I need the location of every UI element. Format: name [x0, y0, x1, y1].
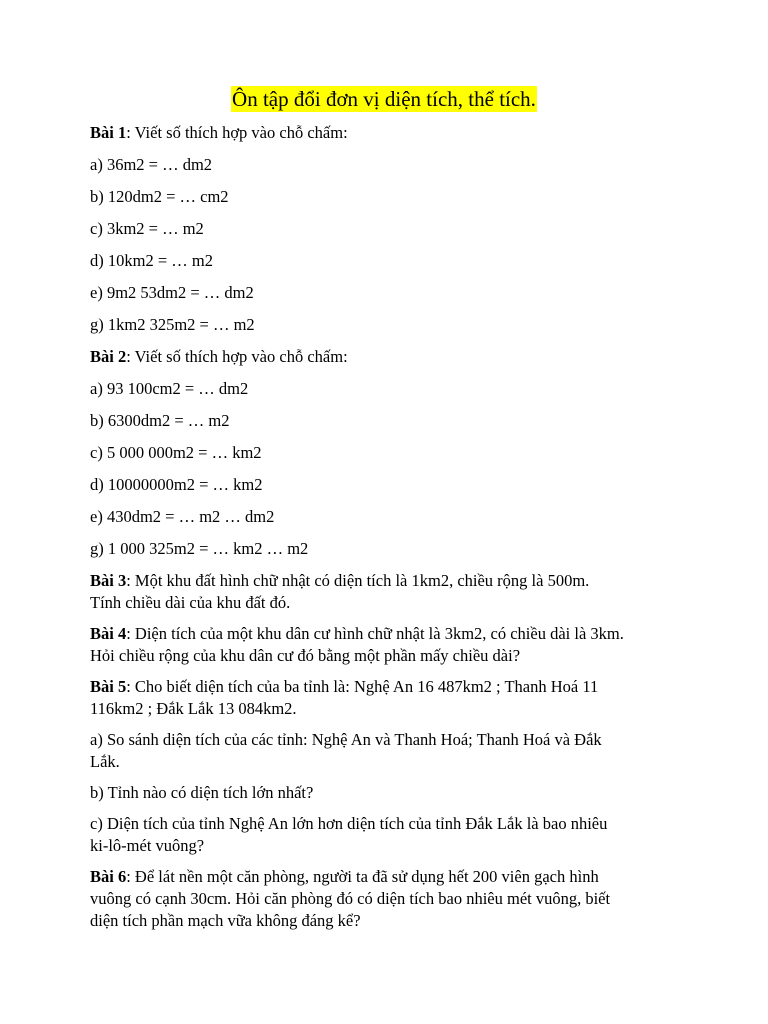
exercise-6-label: Bài 6 [90, 867, 127, 886]
exercise-2-item: a) 93 100cm2 = … dm2 [90, 379, 249, 398]
exercise-3-paragraph [90, 570, 690, 592]
exercise-4-paragraph [90, 623, 690, 645]
exercise-5-question-b: b) Tỉnh nào có diện tích lớn nhất? [90, 783, 314, 802]
exercise-5-paragraph [90, 676, 690, 698]
exercise-3-line: Tính chiều dài của khu đất đó. [90, 593, 291, 612]
exercise-2-item: d) 10000000m2 = … km2 [90, 475, 263, 494]
exercise-2-text: : Viết số thích hợp vào chỗ chấm: [126, 347, 348, 366]
exercise-5-line: : Cho biết diện tích của ba tỉnh là: Nghệ An 16 487km2 ; Thanh Hoá 11 [126, 677, 599, 696]
exercise-1-label: Bài 1 [90, 123, 127, 142]
exercise-3-label: Bài 3 [90, 571, 127, 590]
exercise-6-line: vuông có cạnh 30cm. Hỏi căn phòng đó có diện tích bao nhiêu mét vuông, biết [90, 889, 611, 908]
exercise-2-item: c) 5 000 000m2 = … km2 [90, 443, 262, 462]
exercise-4-label: Bài 4 [90, 624, 127, 643]
exercise-4-line: : Diện tích của một khu dân cư hình chữ nhật là 3km2, có chiều dài là 3km. [126, 624, 624, 643]
exercise-1-item: b) 120dm2 = … cm2 [90, 187, 229, 206]
exercise-6-line: : Để lát nền một căn phòng, người ta đã sử dụng hết 200 viên gạch hình [126, 867, 599, 886]
exercise-2-item: g) 1 000 325m2 = … km2 … m2 [90, 539, 309, 558]
exercise-1-item: a) 36m2 = … dm2 [90, 155, 213, 174]
exercise-6-paragraph [90, 866, 690, 888]
exercise-5-question-a: a) So sánh diện tích của các tỉnh: Nghệ An và Thanh Hoá; Thanh Hoá và Đắk [90, 730, 602, 749]
exercise-5-question-a-cont: Lắk. [90, 752, 120, 771]
exercise-5-label: Bài 5 [90, 677, 127, 696]
exercise-1-text: : Viết số thích hợp vào chỗ chấm: [126, 123, 348, 142]
exercise-4-line: Hỏi chiều rộng của khu dân cư đó bằng một phần mấy chiều dài? [90, 646, 521, 665]
exercise-2-label: Bài 2 [90, 347, 127, 366]
exercise-1-item: c) 3km2 = … m2 [90, 219, 204, 238]
exercise-2-heading [90, 346, 690, 368]
document-body [90, 122, 690, 932]
exercise-5-question-c: c) Diện tích của tỉnh Nghệ An lớn hơn diện tích của tỉnh Đắk Lắk là bao nhiêu [90, 814, 608, 833]
document-title: Ôn tập đổi đơn vị diện tích, thể tích. [232, 87, 536, 111]
exercise-1-item: g) 1km2 325m2 = … m2 [90, 315, 255, 334]
exercise-5-question-c-cont: ki-lô-mét vuông? [90, 836, 205, 855]
exercise-2-item: b) 6300dm2 = … m2 [90, 411, 230, 430]
exercise-5-line: 116km2 ; Đắk Lắk 13 084km2. [90, 699, 297, 718]
exercise-1-item: e) 9m2 53dm2 = … dm2 [90, 283, 254, 302]
exercise-2-item: e) 430dm2 = … m2 … dm2 [90, 507, 275, 526]
exercise-1-item: d) 10km2 = … m2 [90, 251, 213, 270]
exercise-1-heading [90, 122, 690, 144]
exercise-3-line: : Một khu đất hình chữ nhật có diện tích là 1km2, chiều rộng là 500m. [126, 571, 590, 590]
title-container [0, 86, 768, 112]
exercise-6-line: diện tích phần mạch vữa không đáng kể? [90, 911, 361, 930]
